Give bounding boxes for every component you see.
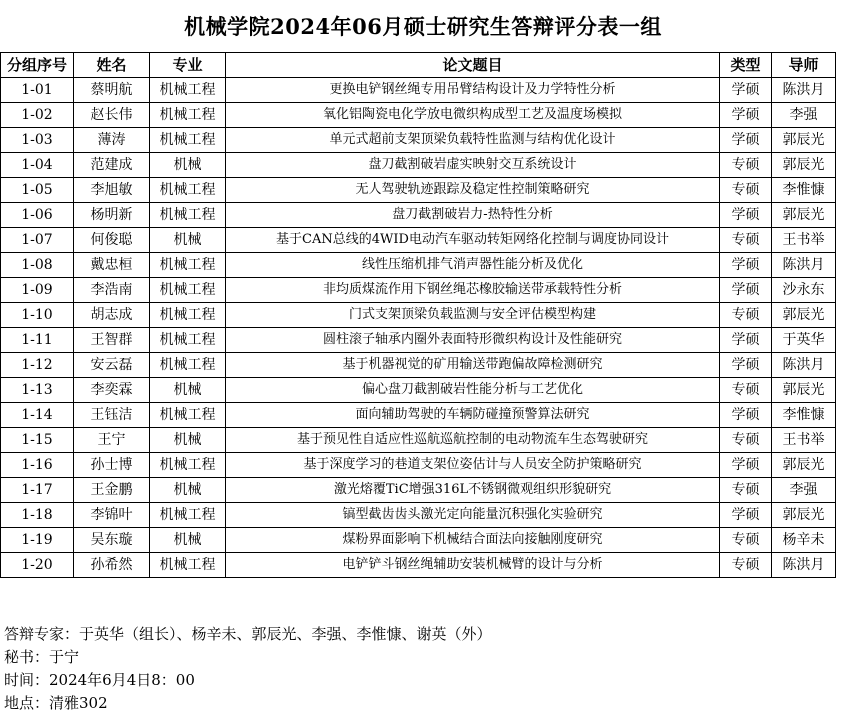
column-header-name: 姓名 [74, 53, 150, 78]
cell-type: 专硕 [720, 553, 772, 578]
cell-name: 李旭敏 [74, 178, 150, 203]
location-line: 地点：清雅302 [4, 694, 108, 712]
cell-advisor: 陈洪月 [772, 253, 836, 278]
cell-major: 机械工程 [150, 403, 226, 428]
cell-seq: 1-02 [1, 103, 74, 128]
cell-major: 机械工程 [150, 78, 226, 103]
cell-seq: 1-20 [1, 553, 74, 578]
cell-name: 何俊聪 [74, 228, 150, 253]
cell-major: 机械 [150, 528, 226, 553]
cell-name: 李浩南 [74, 278, 150, 303]
cell-advisor: 李强 [772, 478, 836, 503]
cell-thesis: 电铲铲斗钢丝绳辅助安装机械臂的设计与分析 [226, 553, 720, 578]
cell-name: 王钰洁 [74, 403, 150, 428]
cell-name: 范建成 [74, 153, 150, 178]
cell-name: 孙士博 [74, 453, 150, 478]
cell-name: 王宁 [74, 428, 150, 453]
cell-name: 胡志成 [74, 303, 150, 328]
cell-thesis: 圆柱滚子轴承内圈外表面特形微织构设计及性能研究 [226, 328, 720, 353]
cell-seq: 1-10 [1, 303, 74, 328]
cell-thesis: 基于深度学习的巷道支架位姿估计与人员安全防护策略研究 [226, 453, 720, 478]
cell-type: 专硕 [720, 178, 772, 203]
cell-major: 机械工程 [150, 553, 226, 578]
cell-name: 孙希然 [74, 553, 150, 578]
cell-seq: 1-08 [1, 253, 74, 278]
column-header-seq: 分组序号 [1, 53, 74, 78]
cell-seq: 1-12 [1, 353, 74, 378]
cell-type: 专硕 [720, 153, 772, 178]
table-row [1, 178, 836, 203]
table-row [1, 103, 836, 128]
experts-line: 答辩专家：于英华（组长）、杨辛未、郭辰光、李强、李惟慷、谢英（外） [4, 625, 492, 643]
cell-thesis: 基于机器视觉的矿用输送带跑偏故障检测研究 [226, 353, 720, 378]
cell-type: 学硕 [720, 253, 772, 278]
cell-thesis: 激光熔覆TiC增强316L不锈钢微观组织形貌研究 [226, 478, 720, 503]
cell-advisor: 李惟慷 [772, 403, 836, 428]
table-row [1, 203, 836, 228]
table-row [1, 428, 836, 453]
column-header-thesis: 论文题目 [226, 53, 720, 78]
cell-advisor: 陈洪月 [772, 553, 836, 578]
cell-type: 学硕 [720, 328, 772, 353]
table-row [1, 228, 836, 253]
cell-name: 吴东璇 [74, 528, 150, 553]
cell-name: 杨明新 [74, 203, 150, 228]
cell-major: 机械工程 [150, 453, 226, 478]
cell-major: 机械 [150, 228, 226, 253]
cell-name: 戴忠桓 [74, 253, 150, 278]
cell-major: 机械工程 [150, 178, 226, 203]
cell-type: 专硕 [720, 428, 772, 453]
cell-seq: 1-19 [1, 528, 74, 553]
table-row [1, 78, 836, 103]
cell-seq: 1-14 [1, 403, 74, 428]
defense-info-footer [4, 623, 844, 715]
cell-seq: 1-01 [1, 78, 74, 103]
cell-thesis: 基于预见性自适应性巡航巡航控制的电动物流车生态驾驶研究 [226, 428, 720, 453]
cell-advisor: 王书举 [772, 428, 836, 453]
cell-advisor: 郭辰光 [772, 153, 836, 178]
cell-type: 学硕 [720, 403, 772, 428]
column-header-major: 专业 [150, 53, 226, 78]
cell-name: 赵长伟 [74, 103, 150, 128]
cell-thesis: 盘刀截割破岩力-热特性分析 [226, 203, 720, 228]
column-header-type: 类型 [720, 53, 772, 78]
table-row [1, 503, 836, 528]
sheet-title: 机械学院2024年06月硕士研究生答辩评分表一组 [184, 14, 662, 39]
cell-advisor: 郭辰光 [772, 303, 836, 328]
cell-advisor: 于英华 [772, 328, 836, 353]
cell-thesis: 煤粉界面影响下机械结合面法向接触刚度研究 [226, 528, 720, 553]
cell-name: 王金鹏 [74, 478, 150, 503]
table-row [1, 528, 836, 553]
cell-advisor: 郭辰光 [772, 378, 836, 403]
cell-type: 学硕 [720, 78, 772, 103]
cell-major: 机械 [150, 428, 226, 453]
cell-type: 专硕 [720, 228, 772, 253]
cell-type: 学硕 [720, 128, 772, 153]
cell-major: 机械工程 [150, 503, 226, 528]
cell-type: 学硕 [720, 503, 772, 528]
cell-name: 安云磊 [74, 353, 150, 378]
cell-name: 李锦叶 [74, 503, 150, 528]
cell-advisor: 王书举 [772, 228, 836, 253]
table-row [1, 328, 836, 353]
table-row [1, 403, 836, 428]
cell-thesis: 氧化铝陶瓷电化学放电微织构成型工艺及温度场模拟 [226, 103, 720, 128]
cell-thesis: 单元式超前支架顶梁负载特性监测与结构优化设计 [226, 128, 720, 153]
cell-thesis: 线性压缩机排气消声器性能分析及优化 [226, 253, 720, 278]
cell-advisor: 李强 [772, 103, 836, 128]
column-header-advisor: 导师 [772, 53, 836, 78]
cell-thesis: 盘刀截割破岩虚实映射交互系统设计 [226, 153, 720, 178]
cell-type: 专硕 [720, 478, 772, 503]
table-row [1, 253, 836, 278]
cell-type: 学硕 [720, 103, 772, 128]
cell-advisor: 陈洪月 [772, 353, 836, 378]
cell-major: 机械工程 [150, 253, 226, 278]
cell-type: 专硕 [720, 528, 772, 553]
cell-type: 学硕 [720, 278, 772, 303]
cell-thesis: 面向辅助驾驶的车辆防碰撞预警算法研究 [226, 403, 720, 428]
cell-thesis: 偏心盘刀截割破岩性能分析与工艺优化 [226, 378, 720, 403]
cell-major: 机械 [150, 153, 226, 178]
cell-seq: 1-17 [1, 478, 74, 503]
cell-thesis: 非均质煤流作用下钢丝绳芯橡胶输送带承载特性分析 [226, 278, 720, 303]
cell-seq: 1-15 [1, 428, 74, 453]
time-line: 时间：2024年6月4日8：00 [4, 671, 195, 689]
cell-name: 李奕霖 [74, 378, 150, 403]
cell-advisor: 陈洪月 [772, 78, 836, 103]
cell-name: 蔡明航 [74, 78, 150, 103]
cell-major: 机械 [150, 478, 226, 503]
cell-seq: 1-16 [1, 453, 74, 478]
table-row [1, 353, 836, 378]
cell-seq: 1-06 [1, 203, 74, 228]
cell-seq: 1-03 [1, 128, 74, 153]
cell-type: 学硕 [720, 353, 772, 378]
cell-major: 机械工程 [150, 103, 226, 128]
table-row [1, 303, 836, 328]
table-header-row [1, 53, 836, 78]
table-row [1, 553, 836, 578]
cell-type: 专硕 [720, 378, 772, 403]
cell-major: 机械工程 [150, 203, 226, 228]
cell-thesis: 无人驾驶轨迹跟踪及稳定性控制策略研究 [226, 178, 720, 203]
table-row [1, 453, 836, 478]
cell-type: 专硕 [720, 303, 772, 328]
cell-seq: 1-05 [1, 178, 74, 203]
cell-advisor: 郭辰光 [772, 203, 836, 228]
cell-type: 学硕 [720, 203, 772, 228]
cell-type: 学硕 [720, 453, 772, 478]
cell-seq: 1-11 [1, 328, 74, 353]
cell-name: 薄涛 [74, 128, 150, 153]
secretary-line: 秘书：于宁 [4, 648, 80, 666]
cell-name: 王智群 [74, 328, 150, 353]
cell-thesis: 镐型截齿齿头激光定向能量沉积强化实验研究 [226, 503, 720, 528]
cell-seq: 1-04 [1, 153, 74, 178]
cell-advisor: 郭辰光 [772, 503, 836, 528]
cell-seq: 1-18 [1, 503, 74, 528]
cell-major: 机械工程 [150, 353, 226, 378]
cell-thesis: 门式支架顶梁负载监测与安全评估模型构建 [226, 303, 720, 328]
cell-advisor: 沙永东 [772, 278, 836, 303]
cell-advisor: 李惟慷 [772, 178, 836, 203]
table-row [1, 378, 836, 403]
cell-major: 机械工程 [150, 128, 226, 153]
cell-major: 机械工程 [150, 303, 226, 328]
cell-major: 机械工程 [150, 328, 226, 353]
defense-schedule-table [0, 52, 836, 578]
cell-thesis: 基于CAN总线的4WID电动汽车驱动转矩网络化控制与调度协同设计 [226, 228, 720, 253]
cell-advisor: 杨辛未 [772, 528, 836, 553]
cell-advisor: 郭辰光 [772, 128, 836, 153]
table-row [1, 478, 836, 503]
table-row [1, 153, 836, 178]
cell-seq: 1-07 [1, 228, 74, 253]
table-body [1, 78, 836, 578]
cell-major: 机械工程 [150, 278, 226, 303]
cell-thesis: 更换电铲钢丝绳专用吊臂结构设计及力学特性分析 [226, 78, 720, 103]
cell-major: 机械 [150, 378, 226, 403]
cell-seq: 1-09 [1, 278, 74, 303]
cell-seq: 1-13 [1, 378, 74, 403]
table-row [1, 128, 836, 153]
cell-advisor: 郭辰光 [772, 453, 836, 478]
table-row [1, 278, 836, 303]
